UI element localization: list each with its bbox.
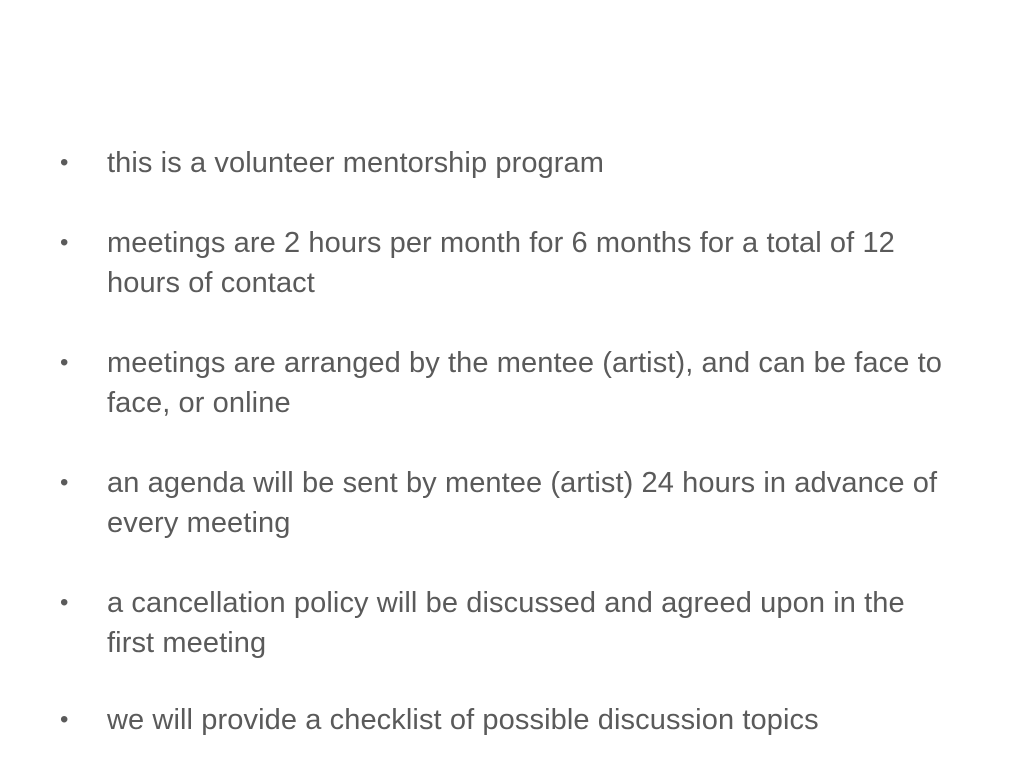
bullet-marker: • bbox=[60, 229, 69, 256]
bullet-text: an agenda will be sent by mentee (artist) 24 hours in advance of every meeting bbox=[107, 467, 938, 539]
bullet-marker: • bbox=[60, 706, 69, 733]
bullet-marker: • bbox=[60, 149, 69, 176]
bullet-text: meetings are arranged by the mentee (artist), and can be face to face, or online bbox=[107, 347, 942, 419]
bullet-marker: • bbox=[60, 349, 69, 376]
bullet-text: a cancellation policy will be discussed and agreed upon in the first meeting bbox=[107, 587, 905, 659]
bullet-marker: • bbox=[60, 589, 69, 616]
bullet-text: we will provide a checklist of possible discussion topics bbox=[107, 704, 819, 736]
bullet-text: this is a volunteer mentorship program bbox=[107, 147, 605, 179]
bullet-marker: • bbox=[60, 469, 69, 496]
bullet-text: meetings are 2 hours per month for 6 months for a total of 12 hours of contact bbox=[107, 227, 895, 299]
